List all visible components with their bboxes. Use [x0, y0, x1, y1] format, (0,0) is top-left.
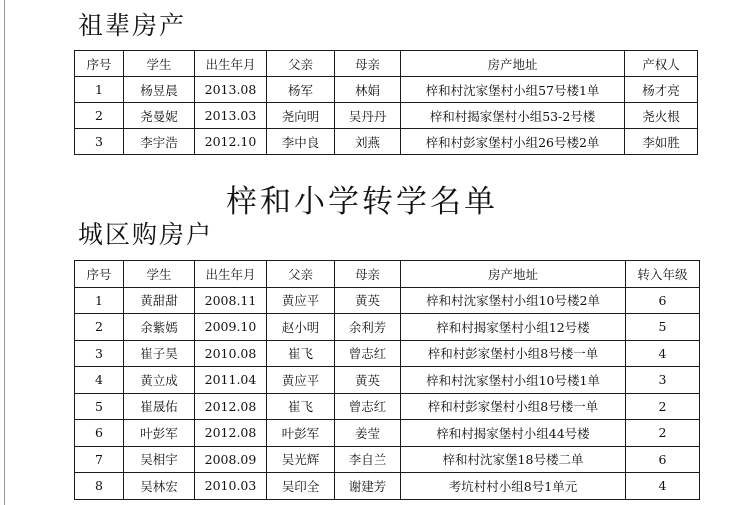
table-cell: 2008.09 [195, 446, 267, 473]
table-cell: 2 [626, 420, 700, 447]
table-cell: 黄甜甜 [124, 287, 195, 314]
table-cell: 梓和村沈家堡村小组10号楼1单 [401, 367, 626, 394]
table-cell: 梓和村沈家堡18号楼二单 [401, 446, 626, 473]
table-cell: 6 [626, 446, 700, 473]
table-cell: 李中良 [267, 129, 335, 155]
column-header: 房产地址 [401, 51, 625, 77]
table-cell: 4 [75, 367, 124, 394]
table-cell: 杨军 [267, 77, 335, 103]
table-row [75, 340, 700, 367]
table-cell: 6 [75, 420, 124, 447]
table-cell: 梓和村彭家堡村小组8号楼一单 [401, 340, 626, 367]
table-cell: 梓和村沈家堡村小组10号楼2单 [401, 287, 626, 314]
table-cell: 2013.03 [195, 103, 267, 129]
table-cell: 刘燕 [335, 129, 401, 155]
table-row [75, 393, 700, 420]
table-cell: 崔晟佑 [124, 393, 195, 420]
table-cell: 李如胜 [625, 129, 698, 155]
table-cell: 崔飞 [267, 340, 335, 367]
table-cell: 黄英 [335, 367, 401, 394]
table-cell: 吴光辉 [267, 446, 335, 473]
ancestral-property-table [74, 50, 698, 155]
table-cell: 梓和村揭家堡村小组44号楼 [401, 420, 626, 447]
table-cell: 梓和村揭家堡村小组12号楼 [401, 314, 626, 341]
table-row [75, 103, 698, 129]
column-header: 学生 [124, 261, 195, 288]
table-cell: 李宇浩 [124, 129, 195, 155]
table-cell: 2013.08 [195, 77, 267, 103]
table-cell: 崔飞 [267, 393, 335, 420]
column-header: 父亲 [267, 261, 335, 288]
table-row [75, 287, 700, 314]
table-cell: 吴丹丹 [335, 103, 401, 129]
table-row [75, 314, 700, 341]
table-cell: 2010.08 [195, 340, 267, 367]
table-cell: 杨昱晨 [124, 77, 195, 103]
table-header-row [75, 51, 698, 77]
table-row [75, 473, 700, 500]
column-header: 序号 [75, 261, 124, 288]
table-cell: 梓和村彭家堡村小组26号楼2单 [401, 129, 625, 155]
column-header: 产权人 [625, 51, 698, 77]
table-cell: 2008.11 [195, 287, 267, 314]
document-title: 梓和小学转学名单 [226, 184, 498, 220]
urban-purchase-table [74, 260, 700, 500]
table-cell: 7 [75, 446, 124, 473]
table-cell: 2012.08 [195, 393, 267, 420]
table-cell: 1 [75, 77, 124, 103]
table-cell: 2 [75, 314, 124, 341]
table-cell: 2010.03 [195, 473, 267, 500]
table-cell: 8 [75, 473, 124, 500]
table-cell: 2 [75, 103, 124, 129]
table-cell: 3 [75, 129, 124, 155]
table-cell: 5 [626, 314, 700, 341]
column-header: 序号 [75, 51, 124, 77]
table-cell: 赵小明 [267, 314, 335, 341]
table-cell: 余利芳 [335, 314, 401, 341]
table-cell: 尧向明 [267, 103, 335, 129]
column-header: 出生年月 [195, 51, 267, 77]
table-cell: 崔子昊 [124, 340, 195, 367]
table-cell: 吴相宇 [124, 446, 195, 473]
section-heading-urban: 城区购房户 [78, 220, 214, 249]
table-cell: 2009.10 [195, 314, 267, 341]
column-header: 母亲 [335, 261, 401, 288]
column-header: 房产地址 [401, 261, 626, 288]
table-cell: 尧火根 [625, 103, 698, 129]
table-row [75, 129, 698, 155]
column-header: 母亲 [335, 51, 401, 77]
table-cell: 林娟 [335, 77, 401, 103]
table-cell: 吴印全 [267, 473, 335, 500]
table-cell: 黄应平 [267, 287, 335, 314]
table-cell: 梓和村彭家堡村小组8号楼一单 [401, 393, 626, 420]
table-row [75, 77, 698, 103]
table-cell: 2011.04 [195, 367, 267, 394]
table-row [75, 367, 700, 394]
table-cell: 杨才亮 [625, 77, 698, 103]
table-cell: 1 [75, 287, 124, 314]
table-cell: 考坑村村小组8号1单元 [401, 473, 626, 500]
table-cell: 李自兰 [335, 446, 401, 473]
table-cell: 2 [626, 393, 700, 420]
column-header: 学生 [124, 51, 195, 77]
table-cell: 曾志红 [335, 340, 401, 367]
table-cell: 姜莹 [335, 420, 401, 447]
table-cell: 梓和村揭家堡村小组53-2号楼 [401, 103, 625, 129]
section-heading-ancestral: 祖辈房产 [78, 11, 187, 40]
table-cell: 黄应平 [267, 367, 335, 394]
table-row [75, 446, 700, 473]
table-cell: 3 [75, 340, 124, 367]
column-header: 转入年级 [626, 261, 700, 288]
table-cell: 叶彭军 [124, 420, 195, 447]
table-cell: 5 [75, 393, 124, 420]
table-cell: 叶彭军 [267, 420, 335, 447]
table-cell: 2012.08 [195, 420, 267, 447]
table-cell: 4 [626, 340, 700, 367]
table-cell: 黄英 [335, 287, 401, 314]
table-cell: 6 [626, 287, 700, 314]
column-header: 父亲 [267, 51, 335, 77]
table-cell: 谢建芳 [335, 473, 401, 500]
table-cell: 2012.10 [195, 129, 267, 155]
table-cell: 尧曼妮 [124, 103, 195, 129]
table-cell: 吴林宏 [124, 473, 195, 500]
table-header-row [75, 261, 700, 288]
column-header: 出生年月 [195, 261, 267, 288]
left-border-line [4, 0, 5, 505]
table-cell: 梓和村沈家堡村小组57号楼1单 [401, 77, 625, 103]
table-cell: 余紫嫣 [124, 314, 195, 341]
table-cell: 曾志红 [335, 393, 401, 420]
table-cell: 黄立成 [124, 367, 195, 394]
table-cell: 4 [626, 473, 700, 500]
table-row [75, 420, 700, 447]
table-cell: 3 [626, 367, 700, 394]
